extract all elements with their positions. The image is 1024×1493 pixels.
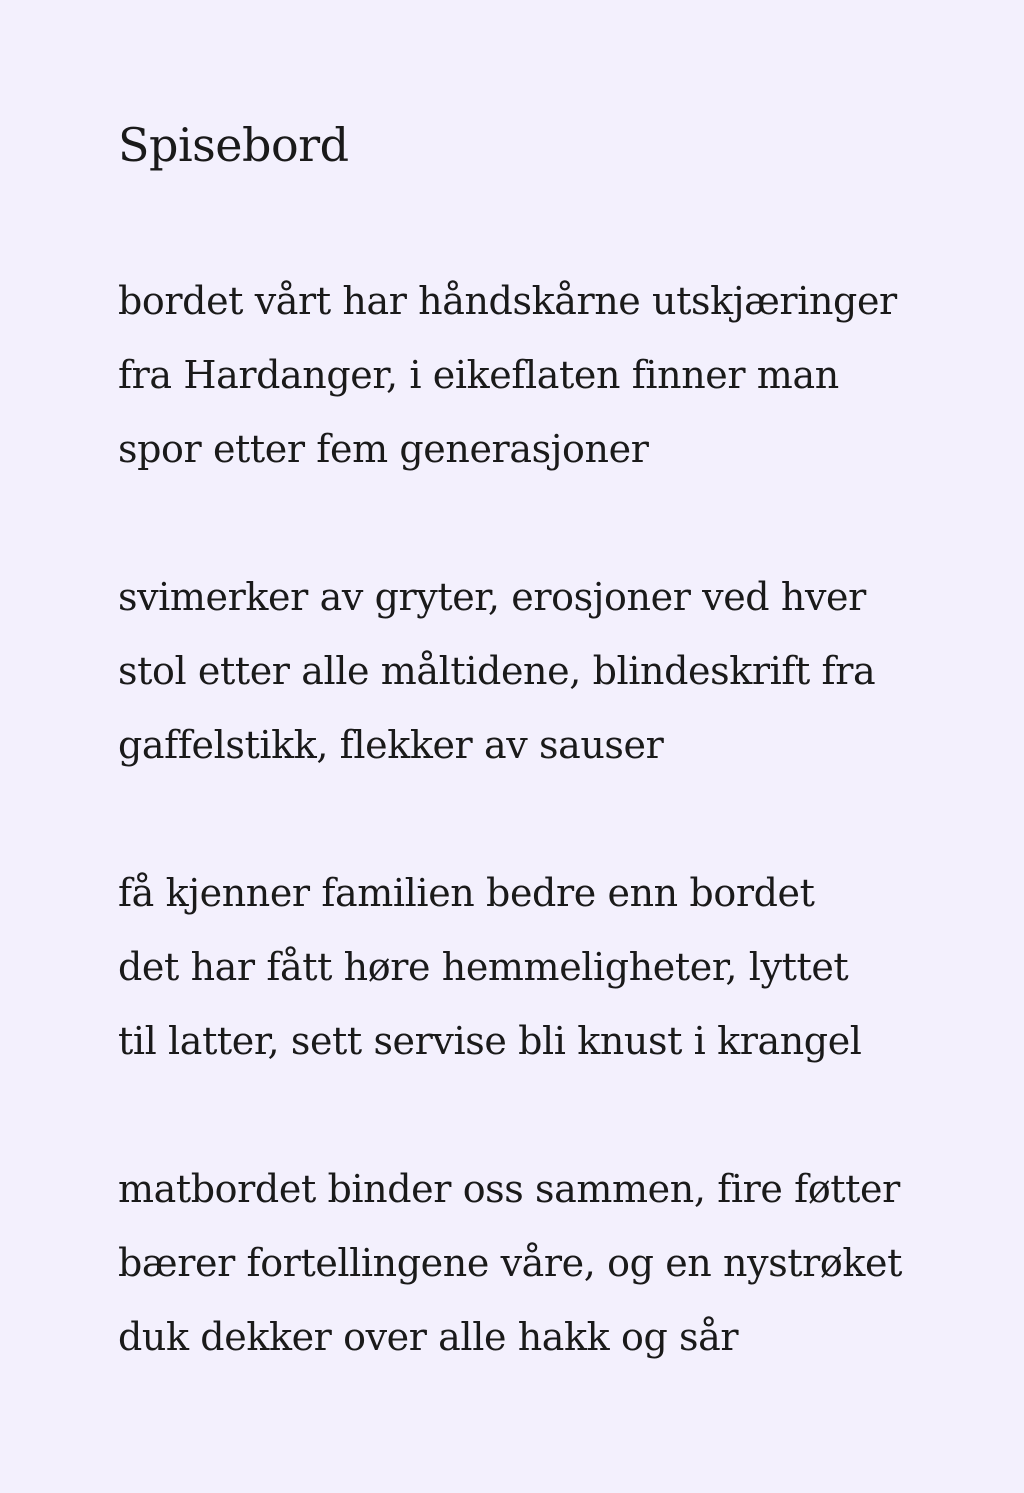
poem-line: bærer fortellingene våre, og en nystrøket <box>118 1241 902 1285</box>
poem-line: duk dekker over alle hakk og sår <box>118 1315 739 1359</box>
poem-line: det har fått høre hemmeligheter, lyttet <box>118 945 849 989</box>
stanza-2 <box>118 560 978 782</box>
poem-body <box>118 264 978 1374</box>
poem-line: svimerker av gryter, erosjoner ved hver <box>118 575 866 619</box>
stanza-4 <box>118 1152 978 1374</box>
poem-line: til latter, sett servise bli knust i krangel <box>118 1019 862 1063</box>
poem-title: Spisebord <box>118 118 349 172</box>
poem-line: bordet vårt har håndskårne utskjæringer <box>118 279 897 323</box>
stanza-3 <box>118 856 978 1078</box>
poem-line: stol etter alle måltidene, blindeskrift fra <box>118 649 876 693</box>
poem-line: fra Hardanger, i eikeflaten finner man <box>118 353 839 397</box>
poem-line: spor etter fem generasjoner <box>118 427 649 471</box>
poem-line: matbordet binder oss sammen, fire føtter <box>118 1167 900 1211</box>
poem-page <box>118 108 978 1448</box>
poem-line: gaffelstikk, flekker av sauser <box>118 723 664 767</box>
stanza-1 <box>118 264 978 486</box>
poem-line: få kjenner familien bedre enn bordet <box>118 871 815 915</box>
